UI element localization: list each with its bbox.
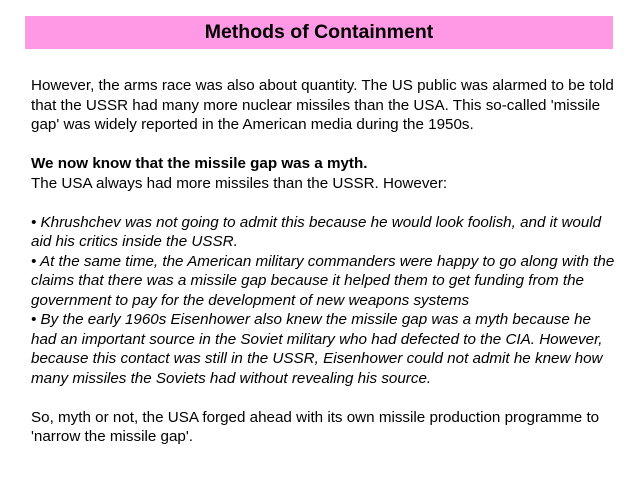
bullet-item-military: • At the same time, the American military commanders were happy to go along with the claims that there was a missile gap because it helped them to get funding from the government to pay for the development of new weapons systems xyxy=(31,252,615,309)
spacer xyxy=(31,193,616,213)
however-paragraph: The USA always had more missiles than the USSR. However: xyxy=(31,174,448,192)
bold-statement: We now know that the missile gap was a myth. xyxy=(31,155,368,172)
slide-body xyxy=(31,76,616,447)
spacer xyxy=(31,388,616,408)
intro-paragraph: However, the arms race was also about quantity. The US public was alarmed to be told that the USSR had many more nuclear missiles than the USA. This so-called 'missile gap' was widely reported in the American media during the 1950s. xyxy=(31,77,614,133)
bullet-item-khrushchev: • Khrushchev was not going to admit this because he would look foolish, and it would aid his critics inside the USSR. xyxy=(31,213,602,250)
bullet-item-eisenhower: • By the early 1960s Eisenhower also knew the missile gap was a myth because he had an important source in the Soviet military who had defected to the CIA. However, because this contact was still in the USSR, Eisenhower could not admit he knew how many missiles the Soviets had without revealing his source. xyxy=(31,311,603,387)
conclusion-paragraph: So, myth or not, the USA forged ahead with its own missile production programme to 'narrow the missile gap'. xyxy=(31,408,600,445)
title-bar xyxy=(25,16,613,49)
slide-title: Methods of Containment xyxy=(204,21,434,43)
spacer xyxy=(31,135,616,155)
